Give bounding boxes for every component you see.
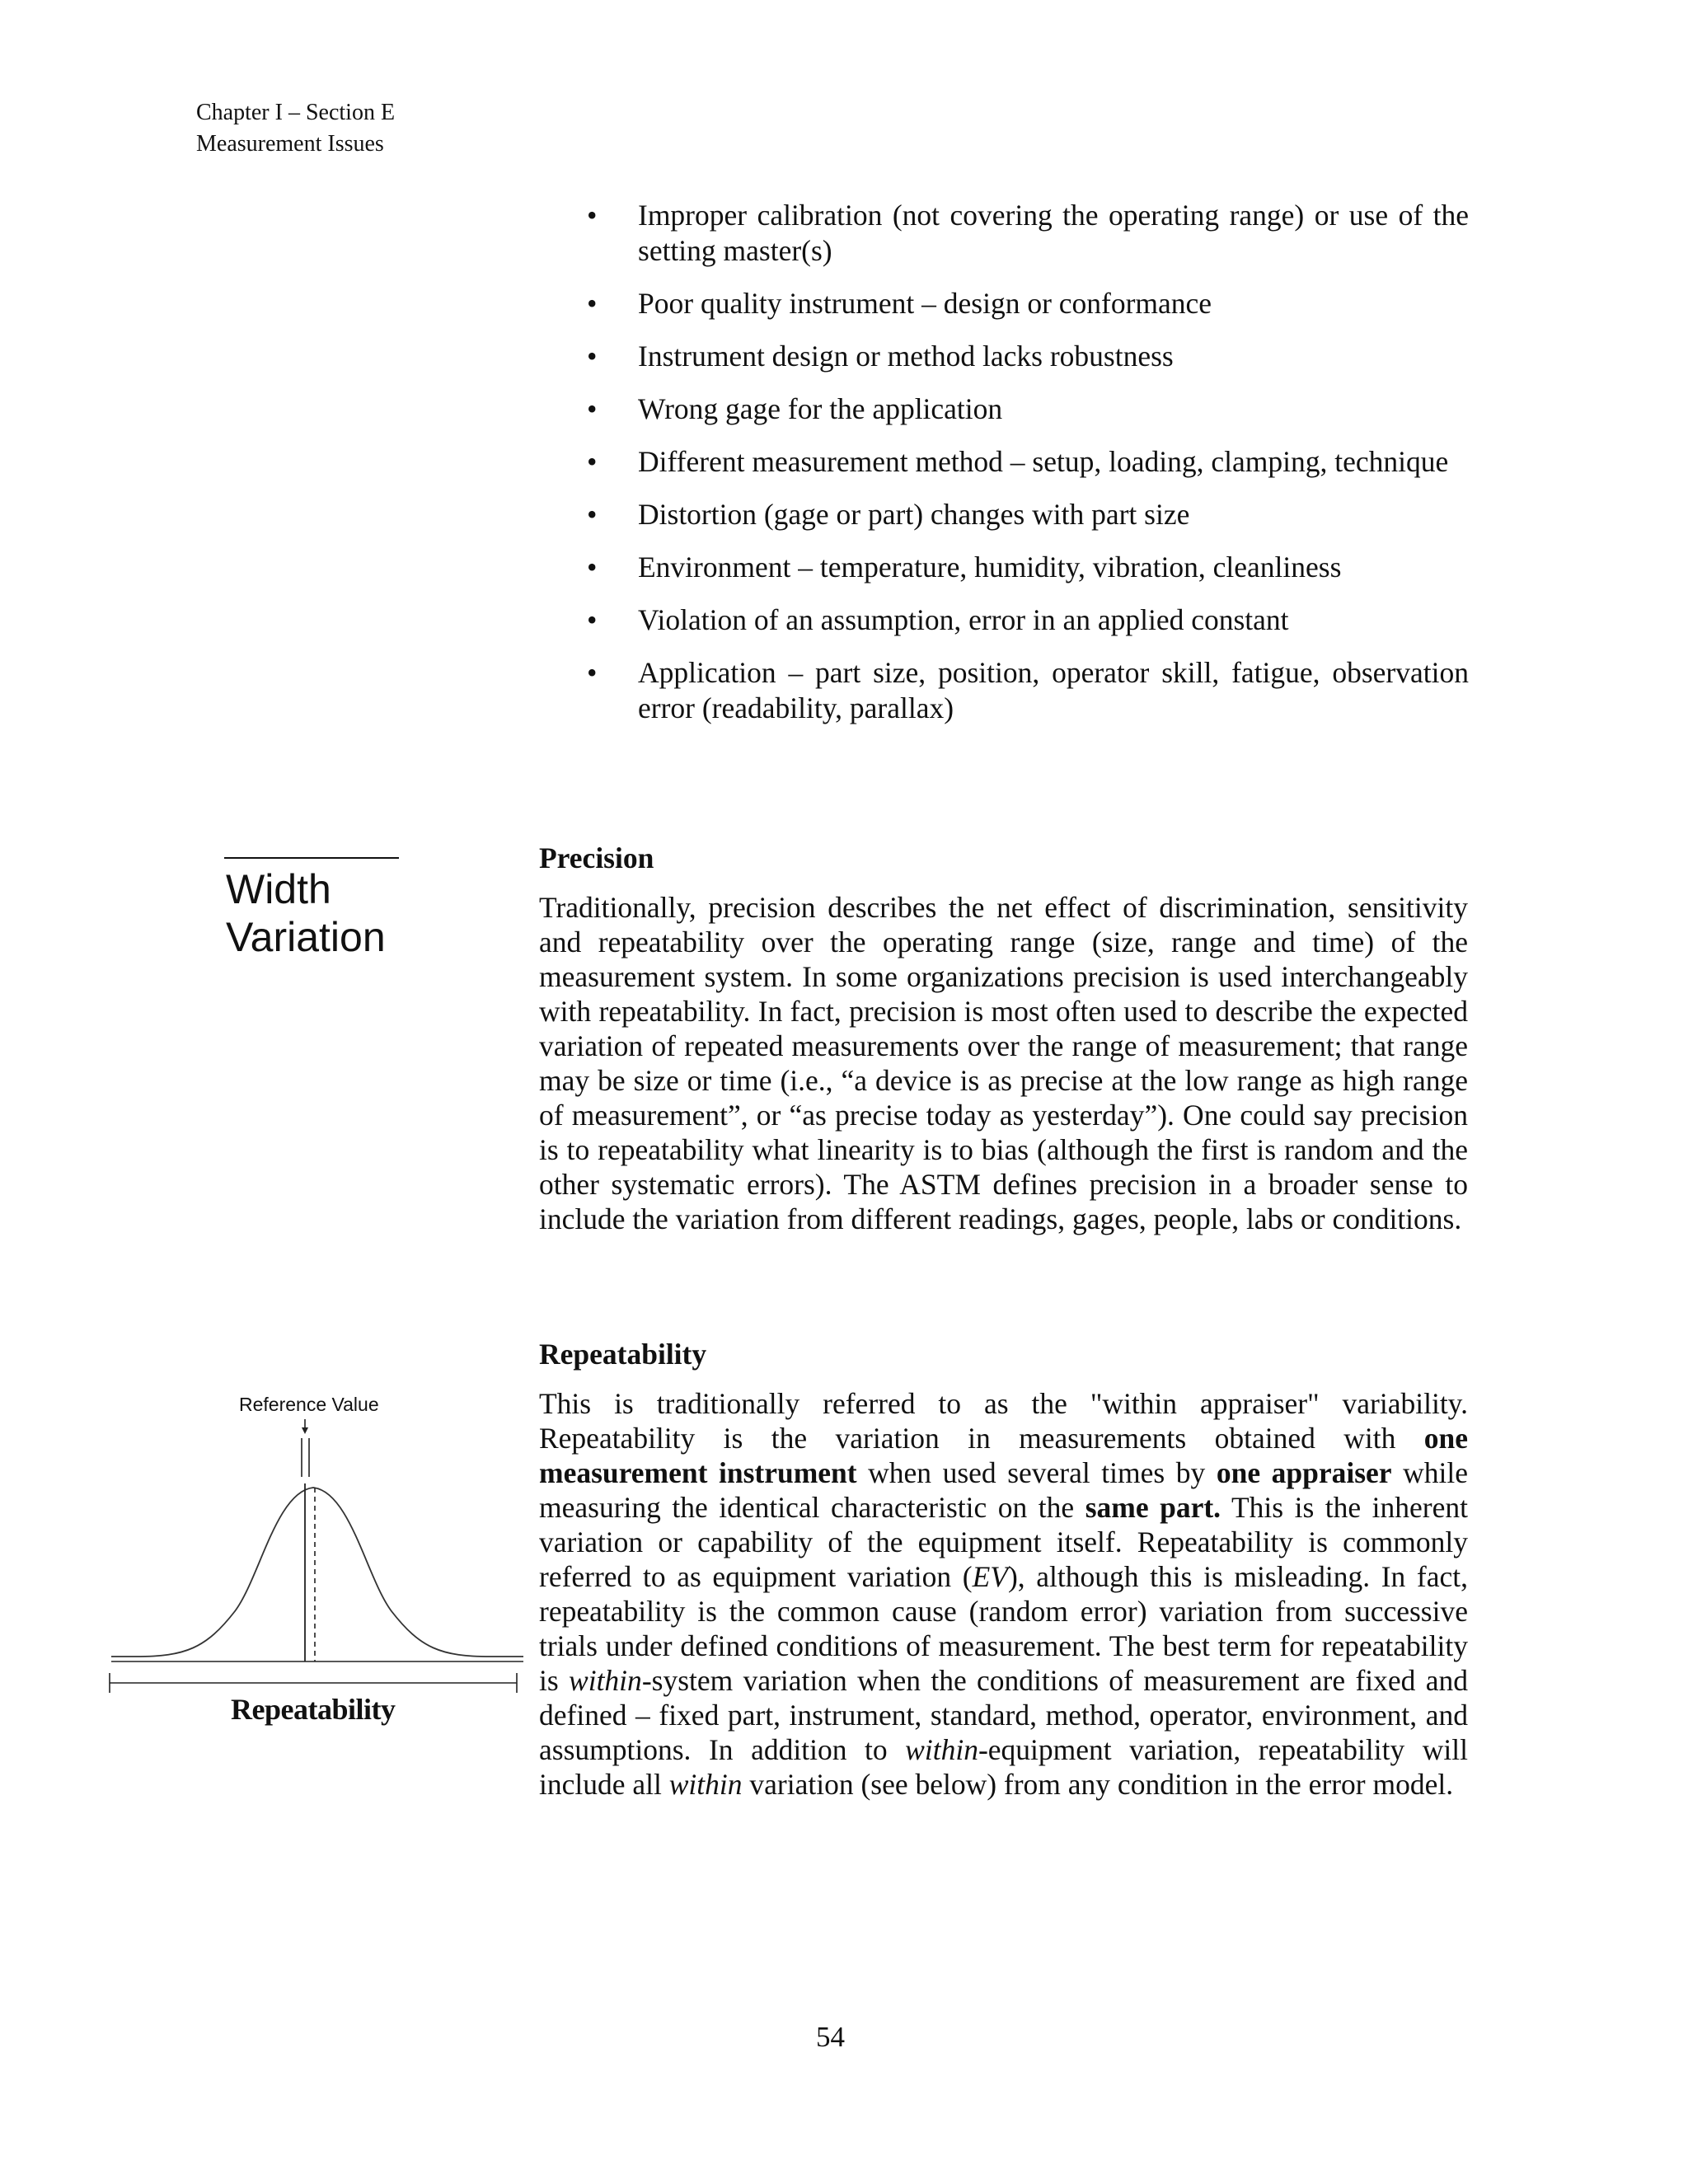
figure-caption: Repeatability (231, 1693, 396, 1726)
bold-run: same part. (1085, 1491, 1221, 1524)
list-item-text: Wrong gage for the application (638, 392, 1003, 425)
list-item-text: Distortion (gage or part) changes with part size (638, 498, 1190, 531)
list-item-text: Instrument design or method lacks robustness (638, 340, 1174, 373)
sidebar-label (226, 865, 473, 961)
list-item-text: Environment – temperature, humidity, vibration, cleanliness (638, 551, 1342, 583)
chapter-line: Chapter I – Section E (196, 100, 396, 125)
bold-run: one appraiser (1216, 1456, 1392, 1489)
sidebar-label-line-2: Variation (226, 914, 386, 960)
running-header (196, 97, 395, 160)
bullet-icon: • (587, 199, 598, 232)
bell-curve-diagram (107, 1393, 528, 1739)
reference-value-label: Reference Value (239, 1394, 379, 1415)
repeatability-section (539, 1337, 1468, 1802)
text-run: -system variation when the conditions of measurement are fixed and defined – fixed part, instrument, standard, method, operator, environment, and assumptions. In addition to (539, 1664, 1469, 1766)
subject-line: Measurement Issues (196, 131, 384, 157)
text-run: ), although this is misleading. In fact, repeatability is the common cause (random error) variation from successive trials under defined conditions of measurement. The best term for repeatability is (539, 1560, 1468, 1697)
list-item (587, 444, 1469, 480)
precision-body: Traditionally, precision describes the net effect of discrimination, sensitivity and repeatability over the operating range (size, range and time) of the measurement system. In some organizations precision is used interchangeably with repeatability. In fact, precision is most often used to describe the expected variation of repeated measurements over the range of measurement; that range may be size or time (i.e., “a device is as precise at the low range as high range of measurement”, or “as precise today as yesterday”). One could say precision is to repeatability what linearity is to bias (although the first is random and the other systematic errors). The ASTM defines precision in a broader sense to include the variation from different readings, gages, people, labs or conditions. (539, 891, 1468, 1235)
list-item (587, 391, 1469, 427)
list-item-text: Application – part size, position, operator skill, fatigue, observation error (readability, parallax) (638, 656, 1469, 724)
list-item (587, 286, 1469, 321)
bold-run: one measurement instrument (539, 1422, 1468, 1489)
list-item-text: Violation of an assumption, error in an applied constant (638, 603, 1289, 636)
page-number: 54 (816, 2021, 845, 2053)
text-run: -equipment variation, repeatability will include all (539, 1733, 1468, 1801)
italic-run: EV (972, 1560, 1008, 1593)
bullet-icon: • (587, 287, 598, 320)
list-item (587, 655, 1469, 726)
list-item-text: Poor quality instrument – design or conformance (638, 287, 1212, 320)
bullet-icon: • (587, 498, 598, 531)
italic-run: within (668, 1768, 743, 1801)
list-item (587, 497, 1469, 532)
repeatability-figure (107, 1393, 528, 1739)
bullet-icon: • (587, 445, 598, 478)
bullet-icon: • (587, 656, 598, 689)
list-item (587, 550, 1469, 585)
repeatability-heading: Repeatability (539, 1338, 707, 1371)
bullet-icon: • (587, 392, 598, 425)
reference-arrow-head (302, 1427, 308, 1434)
cause-list (587, 198, 1469, 743)
list-item (587, 602, 1469, 638)
text-run: This is traditionally referred to as the "within appraiser" variability. Repeatability is the variation in measurements obtained with (539, 1387, 1468, 1455)
list-item (587, 339, 1469, 374)
text-run: when used several times by (856, 1456, 1217, 1489)
bullet-icon: • (587, 603, 598, 636)
normal-distribution-curve (111, 1488, 523, 1657)
precision-section (539, 841, 1468, 1236)
text-run: This is the inherent variation or capability of the equipment itself. Repeatability is commonly referred to as equipment variation ( (539, 1491, 1468, 1593)
precision-heading: Precision (539, 841, 654, 874)
list-item-text: Different measurement method – setup, loading, clamping, technique (638, 445, 1449, 478)
italic-run: within (905, 1733, 978, 1766)
bullet-icon: • (587, 551, 598, 583)
bullet-icon: • (587, 340, 598, 373)
text-run: variation (see below) from any condition in the error model. (742, 1768, 1454, 1801)
sidebar-label-line-1: Width (226, 866, 331, 912)
text-run: while measuring the identical characteristic on the (539, 1456, 1469, 1524)
list-item-text: Improper calibration (not covering the operating range) or use of the setting master(s) (638, 199, 1469, 267)
sidebar-divider (224, 857, 399, 859)
italic-run: within (569, 1664, 642, 1697)
list-item (587, 198, 1469, 269)
repeatability-body (539, 1386, 1468, 1802)
